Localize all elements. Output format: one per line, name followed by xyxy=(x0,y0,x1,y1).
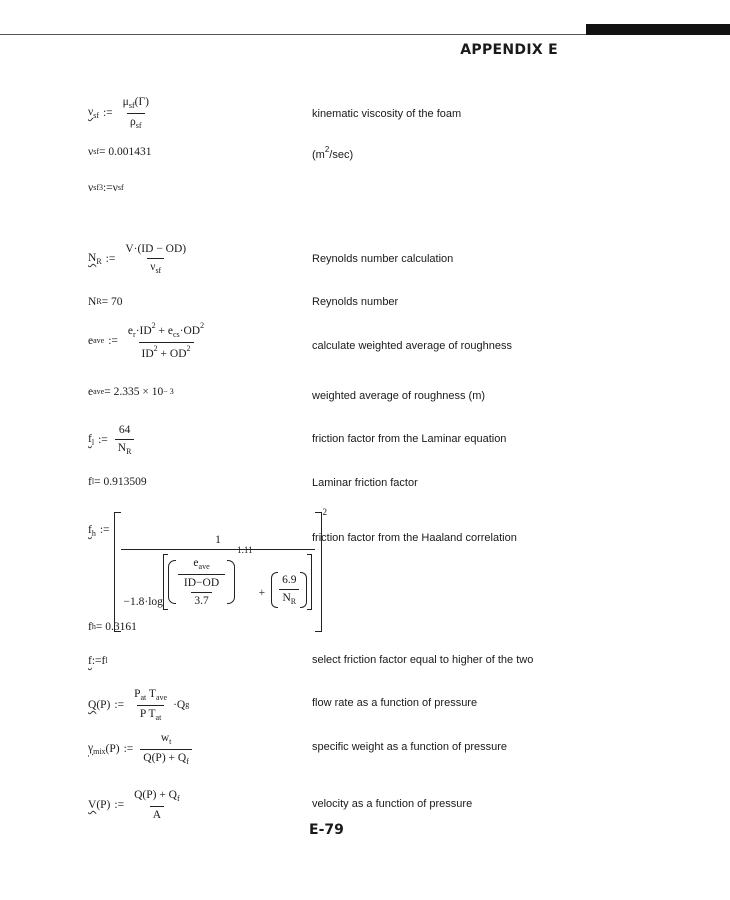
bracket-right xyxy=(315,512,322,632)
eq-roughness-value: e ave = 2.335 × 10 − 3 xyxy=(88,386,174,398)
desc-velocity: velocity as a function of pressure xyxy=(312,798,473,810)
eq-specific-weight: $\gamma_{mix}$ (P) := $\frac{w_t}{Q(P) + Q_f}$ xyxy=(88,732,195,767)
desc-specific-weight: specific weight as a function of pressure xyxy=(312,741,508,753)
eq-haaland: $f_h$ := 1 −1.8·log $\frac{e_{ave}}{\frac{ID-OD}{3.7}}$ 1.11 + $\frac{6.9}{N_R}$ 2 xyxy=(88,512,327,632)
desc-laminar-equation: friction factor from the Laminar equation xyxy=(312,433,507,445)
eq-reynolds-definition: $N_R$ := $\frac{V\cdot(ID - OD)}{\nu_{sf}}$ xyxy=(88,243,187,275)
desc-laminar-factor: Laminar friction factor xyxy=(312,477,418,489)
desc-reynolds-number: Reynolds number xyxy=(312,296,399,308)
eq-viscosity-value: ν sf = 0.001431 xyxy=(88,146,152,158)
eq-velocity: V (P) := $\frac{Q(P) + Q_f}{A}$ xyxy=(88,789,180,821)
eq-flow-rate: Q (P) := $\frac{P_{at} T_{ave}}{P T_{at}}$ ·Q g xyxy=(88,688,190,722)
desc-haaland: friction factor from the Haaland correlation xyxy=(312,532,517,544)
desc-roughness-value: weighted average of roughness (m) xyxy=(312,390,486,402)
eq-haaland-value: f h = 0.3161 xyxy=(88,621,137,633)
page-number: E-79 xyxy=(309,822,344,838)
desc-friction-select: select friction factor equal to higher of the two xyxy=(312,654,534,666)
header-bar xyxy=(586,24,730,35)
desc-roughness-calc: calculate weighted average of roughness xyxy=(312,340,512,352)
desc-viscosity-units: $(m^2/\sec)$ xyxy=(312,145,354,161)
eq-laminar-value: f l = 0.913509 xyxy=(88,476,147,488)
desc-reynolds-calc: Reynolds number calculation xyxy=(312,253,454,265)
eq-friction-select: f := f l xyxy=(88,655,108,667)
header-rule xyxy=(0,34,588,35)
desc-kinematic-viscosity: kinematic viscosity of the foam xyxy=(312,108,462,120)
bracket-left xyxy=(114,512,121,632)
eq-kinematic-viscosity: $\nu_{sf}$ := $\frac{\mu_{sf}(\Gamma)}{\rho_{sf}}$ xyxy=(88,96,155,131)
eq-lhs: $\nu_{sf}$ xyxy=(88,105,99,120)
fraction: $\frac{\mu_{sf}(\Gamma)}{\rho_{sf}}$ xyxy=(122,96,149,130)
eq-viscosity-assign: ν sf3 := ν sf xyxy=(88,182,124,194)
desc-flow-rate: flow rate as a function of pressure xyxy=(312,697,478,709)
appendix-title: APPENDIX E xyxy=(460,42,558,58)
eq-reynolds-value: N R = 70 xyxy=(88,296,123,308)
eq-laminar-friction: $f_l$ := $\frac{64}{N_R}$ xyxy=(88,424,137,456)
eq-roughness-average: e ave := $\frac{e_r\cdot ID^2 + e_{cs}\cdot OD^2}{ID^2 + OD^2}$ xyxy=(88,321,205,360)
